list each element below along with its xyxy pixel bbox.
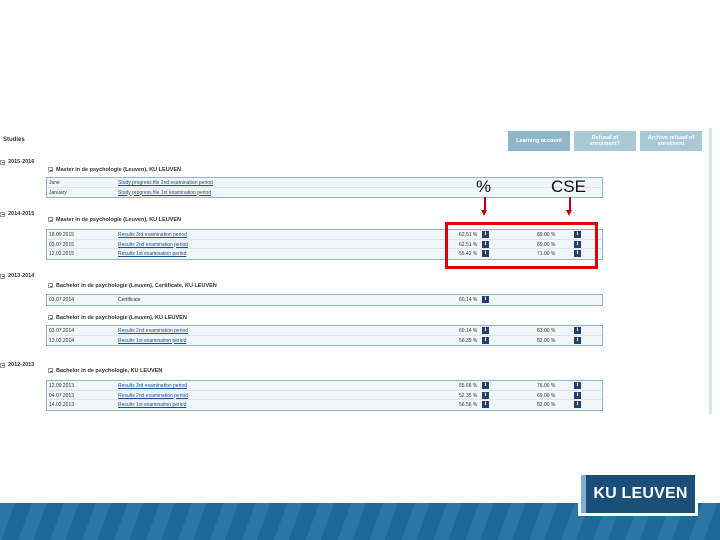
- table-row: [47, 295, 602, 305]
- results-table: [46, 177, 603, 198]
- row-link[interactable]: Results 3rd examination period: [118, 232, 187, 238]
- info-icon[interactable]: i: [482, 401, 489, 408]
- row-link[interactable]: Results 2nd examination period: [118, 392, 189, 399]
- collapse-icon[interactable]: [48, 368, 53, 373]
- row-link[interactable]: Results 2nd examination period: [118, 241, 189, 248]
- year-header[interactable]: [0, 209, 34, 219]
- table-row: [47, 178, 602, 188]
- table-row: [47, 188, 602, 198]
- info-icon[interactable]: i: [574, 392, 581, 399]
- row-date: 03.07.2014: [49, 328, 75, 334]
- row-date: 03.07.2014: [49, 297, 75, 303]
- collapse-icon[interactable]: [48, 217, 53, 222]
- programme-name: Master in de psychologie (Leuven), KU LEUVEN: [56, 216, 181, 223]
- year-header[interactable]: [0, 157, 34, 167]
- percent-arrow-icon: [484, 197, 486, 211]
- year-label: 2012-2013: [8, 362, 35, 368]
- row-percentage: 55.42 %: [459, 251, 478, 257]
- programme-header[interactable]: [48, 366, 162, 375]
- table-row: [47, 381, 602, 391]
- highlight-box: [445, 222, 598, 269]
- collapse-icon[interactable]: [0, 274, 5, 279]
- learning-account-button[interactable]: Learning account: [508, 131, 570, 151]
- row-date: January: [49, 189, 67, 196]
- info-icon[interactable]: i: [482, 327, 489, 334]
- info-icon[interactable]: i: [482, 337, 489, 344]
- row-date: June: [49, 180, 60, 186]
- collapse-icon[interactable]: [0, 160, 5, 165]
- year-label: 2015-2016: [8, 159, 35, 165]
- results-table: [46, 380, 603, 411]
- results-table: [46, 294, 603, 306]
- programme-name: Bachelor in de psychologie, KU LEUVEN: [56, 367, 163, 374]
- info-icon[interactable]: i: [574, 382, 581, 389]
- logo-text: KU LEUVEN: [581, 475, 695, 513]
- collapse-icon[interactable]: [0, 363, 5, 368]
- info-icon[interactable]: i: [482, 250, 489, 257]
- results-table: [46, 325, 603, 346]
- row-percentage: 62.51 %: [459, 232, 478, 238]
- row-date: 03.07.2015: [49, 241, 75, 248]
- programme-header[interactable]: [48, 165, 181, 174]
- collapse-icon[interactable]: [48, 315, 53, 320]
- row-date: 18.09.2015: [49, 232, 75, 238]
- row-cse: 82.00 %: [537, 337, 556, 344]
- row-link[interactable]: Results 2nd examination period: [118, 328, 189, 334]
- programme-name: Master in de psychologie (Leuven), KU LEUVEN: [56, 166, 181, 173]
- info-icon[interactable]: i: [574, 231, 581, 238]
- info-icon[interactable]: i: [482, 392, 489, 399]
- year-label: 2014-2015: [8, 211, 35, 217]
- info-icon[interactable]: i: [574, 337, 581, 344]
- row-link[interactable]: Study progress file 1st examination period: [118, 189, 212, 196]
- row-cse: 71.00 %: [537, 251, 556, 257]
- row-link[interactable]: Results 3rd examination period: [118, 383, 187, 389]
- year-header[interactable]: [0, 360, 34, 370]
- programme-name: Bachelor in de psychologie (Leuven), Certificate, KU LEUVEN: [56, 282, 217, 289]
- row-text: Certificate: [118, 297, 141, 303]
- archive-refusal-button[interactable]: Archive refusal of enrolment: [640, 131, 702, 151]
- row-cse: 83.00 %: [537, 328, 556, 334]
- row-date: 12.09.2013: [49, 383, 75, 389]
- info-icon[interactable]: i: [482, 241, 489, 248]
- table-row: [47, 400, 602, 410]
- info-icon[interactable]: i: [574, 241, 581, 248]
- row-cse: 89.00 %: [537, 232, 556, 238]
- row-link[interactable]: Results 1st examination period: [118, 251, 187, 257]
- row-cse: 69.00 %: [537, 392, 556, 399]
- collapse-icon[interactable]: [48, 283, 53, 288]
- info-icon[interactable]: i: [574, 401, 581, 408]
- table-row: [47, 336, 602, 346]
- programme-header[interactable]: [48, 215, 181, 224]
- info-icon[interactable]: i: [482, 382, 489, 389]
- year-label: 2013-2014: [8, 273, 35, 279]
- row-percentage: 52.35 %: [459, 392, 478, 399]
- programme-header[interactable]: [48, 313, 187, 322]
- row-cse: 76.00 %: [537, 383, 556, 389]
- row-percentage: 56.56 %: [459, 402, 478, 408]
- collapse-icon[interactable]: [0, 212, 5, 217]
- row-link[interactable]: Results 1st examination period: [118, 402, 187, 408]
- cse-annotation-label: CSE: [551, 177, 586, 196]
- row-percentage: 60.14 %: [459, 328, 478, 334]
- table-row: [47, 391, 602, 401]
- year-header[interactable]: [0, 271, 34, 281]
- info-icon[interactable]: i: [482, 231, 489, 238]
- row-cse: 82.00 %: [537, 402, 556, 408]
- collapse-icon[interactable]: [48, 167, 53, 172]
- row-cse: 89.00 %: [537, 241, 556, 248]
- info-icon[interactable]: i: [574, 327, 581, 334]
- percent-annotation-label: %: [476, 177, 492, 196]
- row-date: 12.02.2015: [49, 251, 75, 257]
- row-percentage: 60.14 %: [459, 297, 478, 303]
- row-link[interactable]: Results 1st examination period: [118, 337, 187, 344]
- info-icon[interactable]: i: [574, 250, 581, 257]
- panel-title: Studies: [3, 137, 25, 143]
- programme-header[interactable]: [48, 281, 217, 290]
- row-date: 04.07.2013: [49, 392, 75, 399]
- row-percentage: 56.35 %: [459, 337, 478, 344]
- refusal-of-enrolment-button[interactable]: Refusal of enrolment?: [574, 131, 636, 151]
- cse-arrow-icon: [569, 197, 571, 211]
- ku-leuven-logo: [578, 472, 698, 516]
- row-date: 13.02.2014: [49, 337, 75, 344]
- row-link[interactable]: Study progress file 2nd examination period: [118, 180, 213, 186]
- table-row: [47, 326, 602, 336]
- row-date: 14.02.2013: [49, 402, 75, 408]
- row-percentage: 62.51 %: [459, 241, 478, 248]
- row-percentage: 55.66 %: [459, 383, 478, 389]
- programme-name: Bachelor in de psychologie (Leuven), KU LEUVEN: [56, 314, 187, 321]
- info-icon[interactable]: i: [482, 296, 489, 303]
